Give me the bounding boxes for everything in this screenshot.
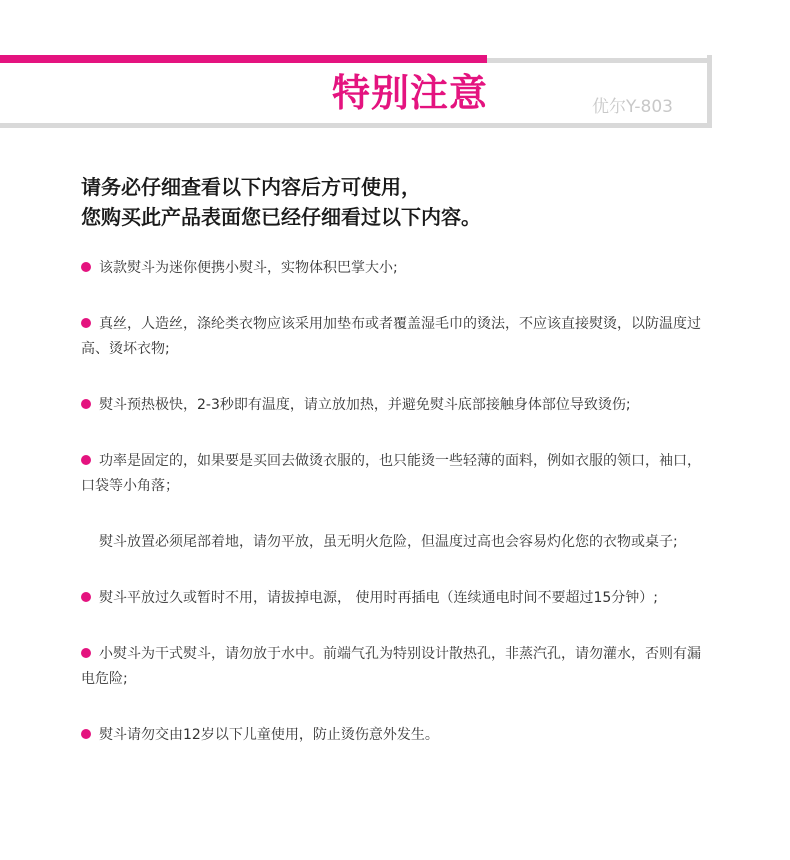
header-accent-bar xyxy=(0,55,487,63)
list-item xyxy=(81,642,713,692)
note-text: 熨斗放置必须尾部着地，请勿平放，虽无明火危险，但温度过高也会容易灼化您的衣物或桌子; xyxy=(99,534,678,550)
list-item xyxy=(81,586,713,611)
intro-text xyxy=(81,172,721,232)
note-text: 该款熨斗为迷你便携小熨斗，实物体积巴掌大小; xyxy=(99,260,398,276)
bullet-dot-icon xyxy=(81,318,91,328)
note-text: 功率是固定的，如果要是买回去做烫衣服的，也只能烫一些轻薄的面料，例如衣服的领口，袖口，口袋等小角落； xyxy=(81,453,701,494)
note-text: 熨斗请勿交由12岁以下儿童使用，防止烫伤意外发生。 xyxy=(99,727,439,743)
list-item xyxy=(81,312,713,362)
list-item xyxy=(81,449,713,499)
header-gray-bar xyxy=(487,58,712,63)
intro-line-2: 您购买此产品表面您已经仔细看过以下内容。 xyxy=(81,205,481,229)
list-item xyxy=(81,530,713,555)
bullet-spacer xyxy=(81,536,99,546)
list-item xyxy=(81,723,713,748)
bullet-dot-icon xyxy=(81,648,91,658)
bullet-dot-icon xyxy=(81,399,91,409)
note-text: 真丝，人造丝，涤纶类衣物应该采用加垫布或者覆盖湿毛巾的烫法，不应该直接熨烫，以防温度过高、烫坏衣物; xyxy=(81,316,701,357)
note-text: 熨斗预热极快，2-3秒即有温度，请立放加热，并避免熨斗底部接触身体部位导致烫伤; xyxy=(99,397,631,413)
notes-list xyxy=(81,256,713,779)
model-label: 优尔Y-803 xyxy=(592,97,673,117)
note-text: 熨斗平放过久或暂时不用，请拔掉电源， 使用时再插电（连续通电时间不要超过15分钟）; xyxy=(99,590,658,606)
bullet-dot-icon xyxy=(81,455,91,465)
page-title: 特别注意 xyxy=(332,71,489,115)
bullet-dot-icon xyxy=(81,729,91,739)
bullet-dot-icon xyxy=(81,592,91,602)
list-item xyxy=(81,256,713,281)
note-text: 小熨斗为干式熨斗，请勿放于水中。前端气孔为特别设计散热孔，非蒸汽孔，请勿灌水，否则有漏电危险; xyxy=(81,646,701,687)
intro-line-1: 请务必仔细查看以下内容后方可使用， xyxy=(81,175,421,199)
bullet-dot-icon xyxy=(81,262,91,272)
list-item xyxy=(81,393,713,418)
